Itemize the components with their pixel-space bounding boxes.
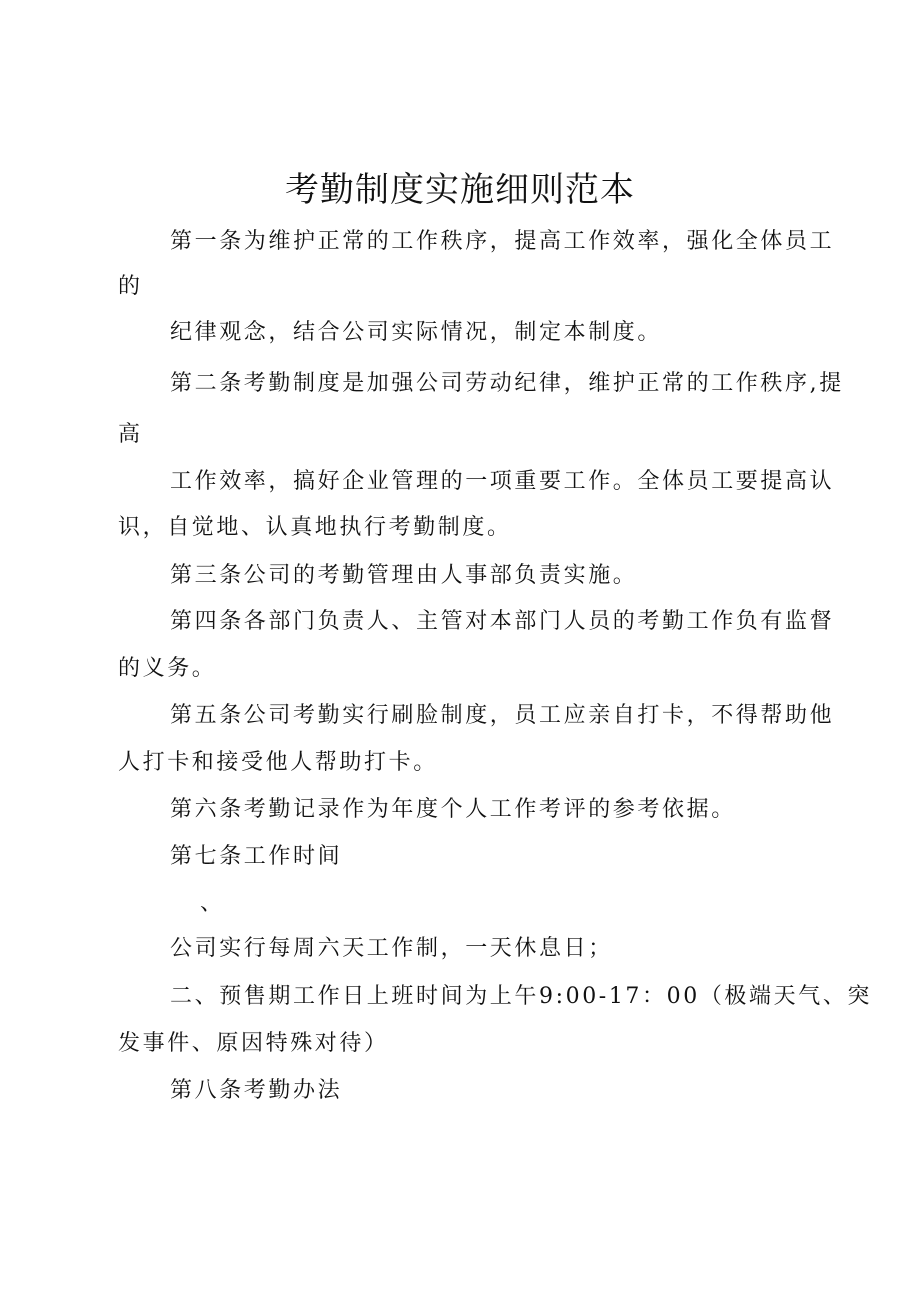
article-2-line-2: 高 — [118, 422, 143, 447]
enumeration-mark: 、 — [200, 891, 225, 916]
article-7-item-1: 公司实行每周六天工作制，一天休息日； — [170, 936, 613, 961]
article-1-line-3: 纪律观念，结合公司实际情况，制定本制度。 — [170, 320, 663, 345]
article-7-item-2-line-2: 发事件、原因特殊对待） — [118, 1031, 389, 1056]
article-4-line-2: 的义务。 — [118, 656, 217, 681]
article-7-heading: 第七条工作时间 — [170, 844, 343, 869]
article-2-line-1: 第二条考勤制度是加强公司劳动纪律，维护正常的工作秩序,提 — [170, 371, 844, 396]
article-4-line-1: 第四条各部门负责人、主管对本部门人员的考勤工作负有监督 — [170, 609, 835, 634]
article-5-line-1: 第五条公司考勤实行刷脸制度，员工应亲自打卡，不得帮助他 — [170, 703, 835, 728]
article-3-line-1: 第三条公司的考勤管理由人事部负责实施。 — [170, 563, 638, 588]
article-1-line-1: 第一条为维护正常的工作秩序，提高工作效率，强化全体员工 — [170, 229, 835, 254]
article-1-line-2: 的 — [118, 274, 143, 299]
article-8-heading: 第八条考勤办法 — [170, 1078, 343, 1103]
article-7-item-2-line-1: 二、预售期工作日上班时间为上午9:00-17：00（极端天气、突 — [170, 984, 873, 1009]
article-2-line-4: 识，自觉地、认真地执行考勤制度。 — [118, 515, 512, 540]
document-title: 考勤制度实施细则范本 — [285, 170, 635, 210]
article-2-line-3: 工作效率，搞好企业管理的一项重要工作。全体员工要提高认 — [170, 469, 835, 494]
article-5-line-2: 人打卡和接受他人帮助打卡。 — [118, 750, 438, 775]
article-6-line-1: 第六条考勤记录作为年度个人工作考评的参考依据。 — [170, 797, 736, 822]
